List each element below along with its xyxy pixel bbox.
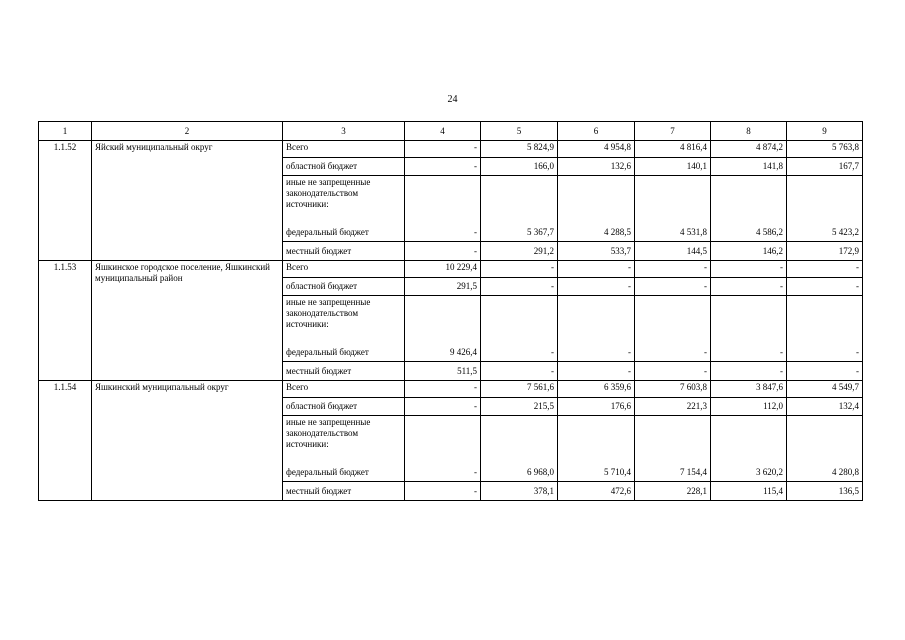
amount-cell: 6 359,6 <box>558 381 635 398</box>
amount-cell: 4 549,7 <box>787 381 863 398</box>
amount-cell: - <box>787 261 863 278</box>
table-row <box>39 261 863 278</box>
amount-cell: 172,9 <box>787 242 863 261</box>
amount-cell: 228,1 <box>635 482 711 501</box>
amount-cell: 112,0 <box>711 398 787 416</box>
amount-cell: 4 586,2 <box>711 223 787 242</box>
funding-source-label: федеральный бюджет <box>283 463 405 482</box>
funding-source-label: областной бюджет <box>283 278 405 296</box>
amount-cell: - <box>405 381 481 398</box>
municipality-name: Яйский муниципальный округ <box>92 141 283 261</box>
amount-cell: - <box>558 362 635 381</box>
amount-cell: 5 367,7 <box>481 223 558 242</box>
budget-table <box>38 121 863 501</box>
amount-cell: 3 847,6 <box>711 381 787 398</box>
amount-cell: - <box>635 362 711 381</box>
funding-source-label: местный бюджет <box>283 362 405 381</box>
amount-cell <box>711 296 787 344</box>
amount-cell: - <box>558 343 635 362</box>
amount-cell: 7 561,6 <box>481 381 558 398</box>
amount-cell <box>558 416 635 464</box>
amount-cell: 291,5 <box>405 278 481 296</box>
amount-cell: 511,5 <box>405 362 481 381</box>
amount-cell: - <box>481 362 558 381</box>
amount-cell: 167,7 <box>787 158 863 176</box>
item-code: 1.1.54 <box>39 381 92 501</box>
amount-cell: - <box>787 343 863 362</box>
amount-cell <box>711 176 787 224</box>
amount-cell: 5 423,2 <box>787 223 863 242</box>
column-number: 3 <box>283 122 405 141</box>
amount-cell: 291,2 <box>481 242 558 261</box>
amount-cell: 4 531,8 <box>635 223 711 242</box>
municipality-name: Яшкинский муниципальный округ <box>92 381 283 501</box>
column-number: 5 <box>481 122 558 141</box>
amount-cell: 221,3 <box>635 398 711 416</box>
amount-cell: - <box>405 158 481 176</box>
amount-cell: - <box>711 343 787 362</box>
amount-cell: - <box>787 362 863 381</box>
amount-cell: - <box>635 343 711 362</box>
amount-cell <box>558 176 635 224</box>
amount-cell: 146,2 <box>711 242 787 261</box>
amount-cell: 144,5 <box>635 242 711 261</box>
amount-cell <box>558 296 635 344</box>
amount-cell: - <box>481 261 558 278</box>
amount-cell <box>405 416 481 464</box>
amount-cell: 5 710,4 <box>558 463 635 482</box>
funding-source-label: иные не запрещенные законодательством источники: <box>283 296 405 344</box>
funding-source-label: областной бюджет <box>283 398 405 416</box>
funding-source-label: местный бюджет <box>283 242 405 261</box>
column-number: 8 <box>711 122 787 141</box>
funding-source-label: иные не запрещенные законодательством источники: <box>283 176 405 224</box>
amount-cell: - <box>405 242 481 261</box>
funding-source-label: Всего <box>283 261 405 278</box>
amount-cell: - <box>711 278 787 296</box>
amount-cell: 472,6 <box>558 482 635 501</box>
funding-source-label: федеральный бюджет <box>283 343 405 362</box>
amount-cell: - <box>405 482 481 501</box>
column-number: 1 <box>39 122 92 141</box>
amount-cell: 4 288,5 <box>558 223 635 242</box>
column-number: 2 <box>92 122 283 141</box>
funding-source-label: Всего <box>283 141 405 158</box>
amount-cell: 136,5 <box>787 482 863 501</box>
amount-cell <box>405 176 481 224</box>
amount-cell: - <box>405 223 481 242</box>
amount-cell: 140,1 <box>635 158 711 176</box>
table-row <box>39 381 863 398</box>
amount-cell: - <box>635 278 711 296</box>
amount-cell: - <box>711 362 787 381</box>
amount-cell: 166,0 <box>481 158 558 176</box>
amount-cell <box>711 416 787 464</box>
amount-cell <box>787 176 863 224</box>
funding-source-label: федеральный бюджет <box>283 223 405 242</box>
funding-source-label: иные не запрещенные законодательством источники: <box>283 416 405 464</box>
amount-cell <box>635 416 711 464</box>
column-number: 9 <box>787 122 863 141</box>
funding-source-label: местный бюджет <box>283 482 405 501</box>
amount-cell <box>481 296 558 344</box>
amount-cell: 115,4 <box>711 482 787 501</box>
amount-cell: 132,4 <box>787 398 863 416</box>
funding-source-label: Всего <box>283 381 405 398</box>
amount-cell: 9 426,4 <box>405 343 481 362</box>
column-number: 6 <box>558 122 635 141</box>
amount-cell <box>481 416 558 464</box>
amount-cell: - <box>405 463 481 482</box>
item-code: 1.1.53 <box>39 261 92 381</box>
amount-cell: 5 763,8 <box>787 141 863 158</box>
amount-cell: 215,5 <box>481 398 558 416</box>
table-row <box>39 141 863 158</box>
municipality-name: Яшкинское городское поселение, Яшкинский муниципальный район <box>92 261 283 381</box>
amount-cell: - <box>481 278 558 296</box>
column-number: 4 <box>405 122 481 141</box>
amount-cell: 4 816,4 <box>635 141 711 158</box>
amount-cell <box>405 296 481 344</box>
amount-cell: 4 874,2 <box>711 141 787 158</box>
item-code: 1.1.52 <box>39 141 92 261</box>
amount-cell: 141,8 <box>711 158 787 176</box>
amount-cell: - <box>635 261 711 278</box>
page-number: 24 <box>447 94 458 105</box>
amount-cell: 176,6 <box>558 398 635 416</box>
amount-cell: 533,7 <box>558 242 635 261</box>
amount-cell: - <box>481 343 558 362</box>
amount-cell <box>481 176 558 224</box>
amount-cell: 4 954,8 <box>558 141 635 158</box>
amount-cell: 378,1 <box>481 482 558 501</box>
amount-cell: - <box>787 278 863 296</box>
amount-cell: 5 824,9 <box>481 141 558 158</box>
column-number-row <box>39 122 863 141</box>
amount-cell: 6 968,0 <box>481 463 558 482</box>
amount-cell: 7 603,8 <box>635 381 711 398</box>
column-number: 7 <box>635 122 711 141</box>
amount-cell: - <box>405 398 481 416</box>
amount-cell: 3 620,2 <box>711 463 787 482</box>
amount-cell: 10 229,4 <box>405 261 481 278</box>
amount-cell: - <box>711 261 787 278</box>
amount-cell: 4 280,8 <box>787 463 863 482</box>
amount-cell: 7 154,4 <box>635 463 711 482</box>
amount-cell: 132,6 <box>558 158 635 176</box>
amount-cell <box>787 416 863 464</box>
amount-cell: - <box>558 261 635 278</box>
amount-cell <box>635 176 711 224</box>
amount-cell: - <box>558 278 635 296</box>
amount-cell <box>635 296 711 344</box>
funding-source-label: областной бюджет <box>283 158 405 176</box>
amount-cell: - <box>405 141 481 158</box>
amount-cell <box>787 296 863 344</box>
